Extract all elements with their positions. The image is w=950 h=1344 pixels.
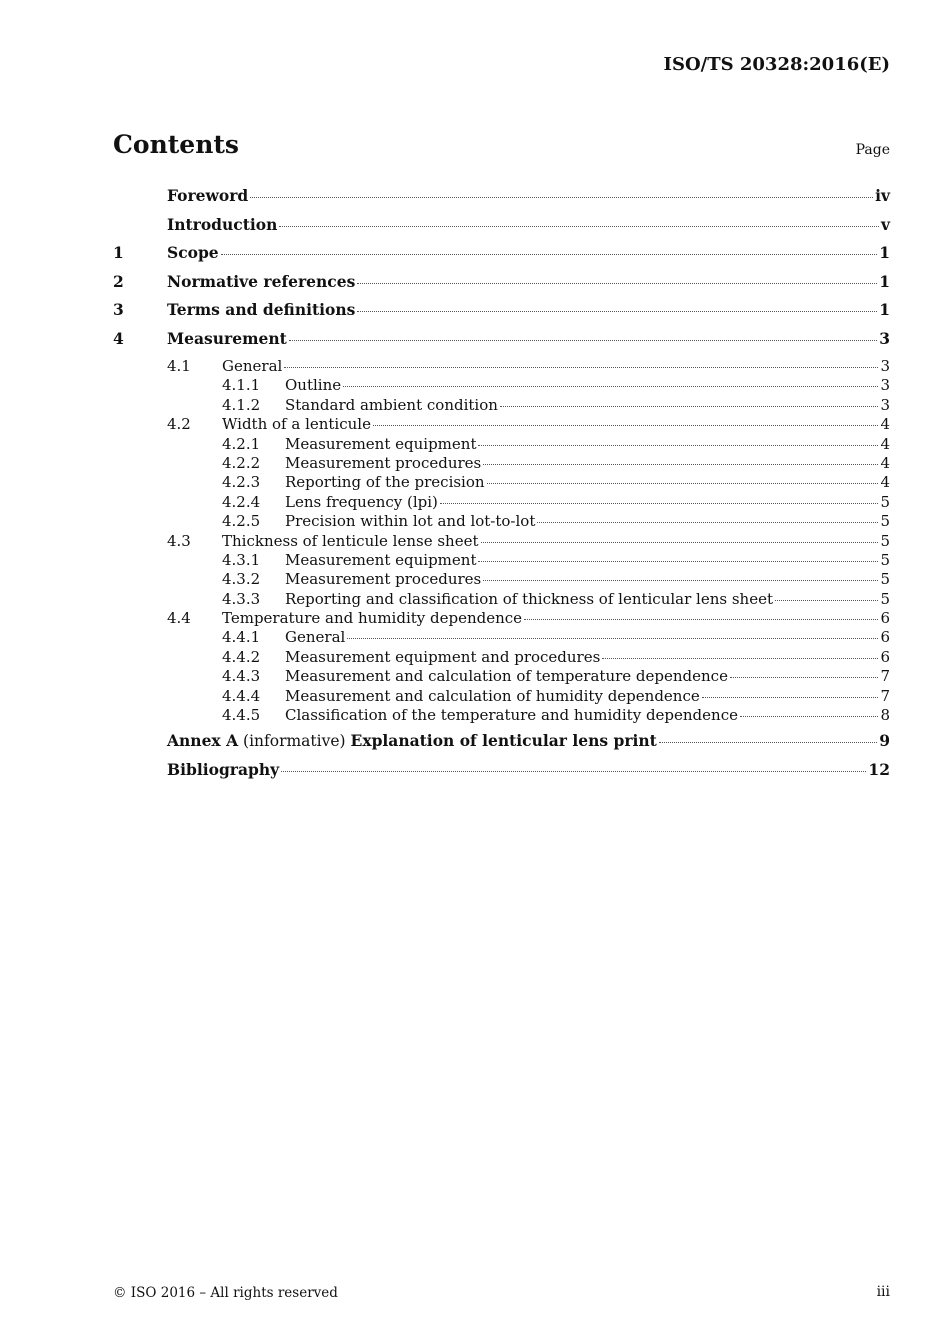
contents-title: Contents bbox=[113, 130, 240, 159]
toc-entry-page: 4 bbox=[880, 473, 890, 492]
toc-dot-leader bbox=[702, 697, 879, 698]
toc-entry-title: Reporting of the precision bbox=[285, 473, 485, 492]
toc-entry-title: Measurement equipment and procedures bbox=[285, 647, 601, 666]
copyright-notice: © ISO 2016 – All rights reserved bbox=[113, 1285, 338, 1301]
toc-entry[interactable] bbox=[113, 731, 890, 760]
toc-entry[interactable] bbox=[113, 493, 890, 512]
toc-entry[interactable] bbox=[113, 760, 890, 789]
toc-entry-page: 4 bbox=[880, 434, 890, 453]
toc-entry-page: 5 bbox=[880, 492, 890, 511]
toc-entry[interactable] bbox=[113, 415, 890, 434]
toc-entry-page: 4 bbox=[880, 453, 890, 472]
toc-entry[interactable] bbox=[113, 300, 890, 329]
toc-entry-number: 4.1 bbox=[167, 357, 191, 375]
toc-dot-leader bbox=[478, 445, 878, 446]
toc-dot-leader bbox=[284, 367, 878, 368]
document-id: ISO/TS 20328:2016(E) bbox=[663, 54, 890, 75]
toc-entry-title: Bibliography bbox=[167, 759, 280, 779]
toc-dot-leader bbox=[659, 742, 877, 743]
toc-dot-leader bbox=[602, 658, 878, 659]
toc-entry-page: 5 bbox=[880, 589, 890, 608]
toc-entry[interactable] bbox=[113, 551, 890, 570]
toc-entry-page: 7 bbox=[880, 686, 890, 705]
toc-entry-number: 3 bbox=[113, 300, 124, 319]
toc-entry-page: 3 bbox=[880, 357, 890, 375]
toc-dot-leader bbox=[740, 716, 878, 717]
toc-entry-page: v bbox=[880, 214, 890, 234]
toc-entry-page: 6 bbox=[880, 647, 890, 666]
toc-entry-page: 5 bbox=[880, 512, 890, 531]
toc-entry-number: 4 bbox=[113, 328, 124, 348]
toc-entry-number: 4.4.4 bbox=[222, 686, 261, 705]
toc-entry-title: Measurement equipment bbox=[285, 434, 477, 453]
toc-entry-page: iv bbox=[875, 186, 890, 205]
toc-entry-title: Width of a lenticule bbox=[222, 415, 371, 434]
toc-entry-title: Measurement and calculation of temperature dependence bbox=[285, 667, 728, 686]
toc-entry-number: 4.4.1 bbox=[222, 628, 261, 647]
toc-entry[interactable] bbox=[113, 454, 890, 473]
toc-entry-page: 7 bbox=[880, 667, 890, 686]
toc-dot-leader bbox=[281, 771, 866, 772]
toc-entry[interactable] bbox=[113, 706, 890, 725]
toc-entry-page: 6 bbox=[880, 628, 890, 647]
toc-dot-leader bbox=[487, 483, 879, 484]
toc-entry[interactable] bbox=[113, 272, 890, 301]
toc-entry-number: 2 bbox=[113, 271, 124, 291]
toc-entry-number: 4.2.4 bbox=[222, 492, 261, 511]
toc-dot-leader bbox=[478, 561, 878, 562]
toc-entry-page: 1 bbox=[879, 243, 890, 262]
toc-entry[interactable] bbox=[113, 609, 890, 628]
toc-entry[interactable] bbox=[113, 570, 890, 589]
toc-entry-page: 6 bbox=[880, 609, 890, 628]
toc-entry-number: 4.4 bbox=[167, 609, 191, 628]
toc-entry[interactable] bbox=[113, 648, 890, 667]
toc-dot-leader bbox=[347, 638, 878, 639]
toc-entry-number: 1 bbox=[113, 243, 124, 262]
toc-entry[interactable] bbox=[113, 590, 890, 609]
toc-entry[interactable] bbox=[113, 532, 890, 551]
toc-entry-page: 4 bbox=[880, 415, 890, 434]
toc-entry[interactable] bbox=[113, 396, 890, 415]
toc-entry[interactable] bbox=[113, 215, 890, 244]
toc-entry-title: Scope bbox=[167, 243, 219, 262]
toc-entry-title: Outline bbox=[285, 376, 342, 395]
toc-entry-title: Classification of the temperature and humidity dependence bbox=[285, 706, 738, 725]
toc-entry-title: Measurement and calculation of humidity dependence bbox=[285, 686, 700, 705]
toc-entry-number: 4.2.5 bbox=[222, 512, 261, 531]
toc-entry-title: Measurement procedures bbox=[285, 570, 482, 589]
toc-entry-title: Foreword bbox=[167, 186, 249, 205]
toc-entry-page: 3 bbox=[880, 395, 890, 414]
toc-entry[interactable] bbox=[113, 243, 890, 272]
toc-entry-title: Introduction bbox=[167, 214, 278, 234]
toc-entry-number: 4.2.2 bbox=[222, 453, 261, 472]
toc-dot-leader bbox=[373, 425, 878, 426]
toc-entry-number: 4.2 bbox=[167, 415, 191, 434]
toc-dot-leader bbox=[343, 386, 878, 387]
toc-entry-number: 4.4.3 bbox=[222, 667, 261, 686]
toc-entry[interactable] bbox=[113, 687, 890, 706]
toc-entry-number: 4.3 bbox=[167, 531, 191, 550]
toc-entry[interactable] bbox=[113, 473, 890, 492]
toc-entry-title: Measurement procedures bbox=[285, 453, 482, 472]
toc-dot-leader bbox=[250, 197, 873, 198]
toc-dot-leader bbox=[357, 283, 877, 284]
toc-entry-title: Temperature and humidity dependence bbox=[222, 609, 523, 628]
toc-entry-number: 4.2.1 bbox=[222, 434, 261, 453]
toc-entry-number: 4.4.2 bbox=[222, 647, 261, 666]
toc-dot-leader bbox=[221, 254, 878, 255]
toc-entry[interactable] bbox=[113, 376, 890, 395]
toc-entry-number: 4.1.2 bbox=[222, 395, 261, 414]
toc-entry-page: 5 bbox=[880, 550, 890, 569]
toc-dot-leader bbox=[279, 226, 879, 227]
toc-dot-leader bbox=[483, 580, 878, 581]
toc-entry-number: 4.3.2 bbox=[222, 570, 261, 589]
toc-entry[interactable] bbox=[113, 357, 890, 376]
toc-entry-page: 5 bbox=[880, 531, 890, 550]
toc-entry-page: 9 bbox=[879, 731, 890, 751]
toc-entry-title: Annex A (informative) Explanation of lenticular lens print bbox=[167, 731, 657, 751]
toc-entry[interactable] bbox=[113, 329, 890, 358]
toc-dot-leader bbox=[537, 522, 878, 523]
toc-entry-page: 3 bbox=[880, 376, 890, 395]
toc-dot-leader bbox=[775, 600, 878, 601]
toc-entry-title: General bbox=[222, 357, 283, 375]
toc-entry-number: 4.4.5 bbox=[222, 706, 261, 725]
toc-dot-leader bbox=[289, 340, 877, 341]
toc-entry-number: 4.1.1 bbox=[222, 376, 261, 395]
toc-entry-page: 5 bbox=[880, 570, 890, 589]
toc-entry-number: 4.3.3 bbox=[222, 589, 261, 608]
toc-entry-title: Terms and definitions bbox=[167, 300, 356, 319]
toc-entry-page: 8 bbox=[880, 706, 890, 725]
toc-entry-title: Standard ambient condition bbox=[285, 395, 498, 414]
toc-entry-page: 12 bbox=[868, 759, 890, 779]
toc-entry-title: Reporting and classification of thickness of lenticular lens sheet bbox=[285, 589, 773, 608]
toc-entry[interactable] bbox=[113, 628, 890, 647]
toc-entry-number: 4.3.1 bbox=[222, 550, 261, 569]
toc-entry-number: 4.2.3 bbox=[222, 473, 261, 492]
toc-entry-title: Lens frequency (lpi) bbox=[285, 492, 438, 511]
toc-dot-leader bbox=[483, 464, 878, 465]
toc-entry[interactable] bbox=[113, 435, 890, 454]
toc-entry-title: General bbox=[285, 628, 346, 647]
toc-entry-page: 3 bbox=[879, 328, 890, 348]
toc-entry[interactable] bbox=[113, 667, 890, 686]
page-number: iii bbox=[876, 1284, 890, 1300]
toc-entry-title: Thickness of lenticule lense sheet bbox=[222, 531, 479, 550]
table-of-contents bbox=[113, 186, 890, 788]
toc-dot-leader bbox=[357, 311, 877, 312]
toc-entry-page: 1 bbox=[879, 300, 890, 319]
toc-dot-leader bbox=[440, 503, 879, 504]
toc-entry[interactable] bbox=[113, 512, 890, 531]
toc-entry-title: Measurement equipment bbox=[285, 550, 477, 569]
toc-entry-title: Precision within lot and lot-to-lot bbox=[285, 512, 536, 531]
toc-dot-leader bbox=[730, 677, 878, 678]
toc-entry-title: Measurement bbox=[167, 328, 287, 348]
toc-dot-leader bbox=[524, 619, 878, 620]
toc-dot-leader bbox=[500, 406, 879, 407]
page-column-label: Page bbox=[855, 142, 890, 158]
toc-entry-title: Normative references bbox=[167, 271, 356, 291]
toc-entry[interactable] bbox=[113, 186, 890, 215]
toc-dot-leader bbox=[481, 542, 879, 543]
toc-entry-page: 1 bbox=[879, 271, 890, 291]
